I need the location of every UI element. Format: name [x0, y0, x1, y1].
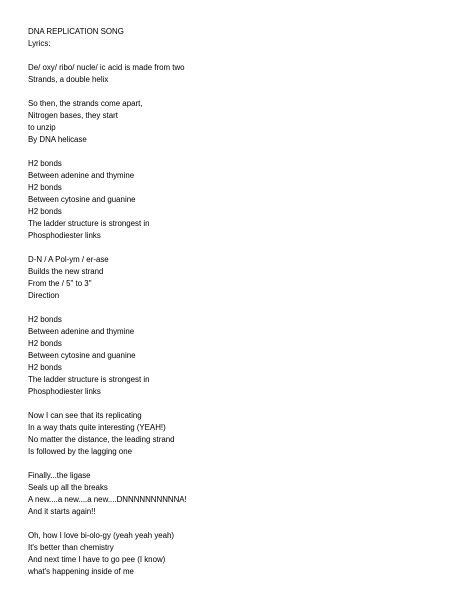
lyric-line: Phosphodiester links: [28, 231, 101, 240]
lyric-line: what's happening inside of me: [28, 567, 134, 576]
lyric-line: H2 bonds: [28, 183, 62, 192]
lyric-line: Direction: [28, 291, 60, 300]
stanza-3: [28, 158, 448, 242]
spacer: [28, 458, 448, 470]
spacer: [28, 242, 448, 254]
stanza-7: [28, 470, 448, 518]
spacer: [28, 50, 448, 62]
spacer: [28, 302, 448, 314]
lyric-line: Strands, a double helix: [28, 75, 109, 84]
lyric-line: And it starts again!!: [28, 507, 96, 516]
lyric-line: H2 bonds: [28, 207, 62, 216]
lyric-line: Is followed by the lagging one: [28, 447, 132, 456]
document-page: [28, 26, 448, 578]
stanza-6: [28, 410, 448, 458]
spacer: [28, 398, 448, 410]
lyric-line: The ladder structure is strongest in: [28, 219, 150, 228]
lyric-line: H2 bonds: [28, 159, 62, 168]
spacer: [28, 86, 448, 98]
lyric-line: By DNA helicase: [28, 135, 87, 144]
lyric-line: From the / 5" to 3": [28, 279, 92, 288]
lyric-line: Seals up all the breaks: [28, 483, 108, 492]
lyric-line: A new....a new....a new....DNNNNNNNNNNA!: [28, 495, 187, 504]
lyric-line: De/ oxy/ ribo/ nucle/ ic acid is made from two: [28, 63, 185, 72]
stanza-8: [28, 530, 448, 578]
lyric-line: No matter the distance, the leading strand: [28, 435, 175, 444]
lyric-line: It's better than chemistry: [28, 543, 114, 552]
stanza-5: [28, 314, 448, 398]
lyric-line: Now I can see that its replicating: [28, 411, 142, 420]
lyric-line: Builds the new strand: [28, 267, 104, 276]
stanza-2: [28, 98, 448, 146]
lyric-line: H2 bonds: [28, 315, 62, 324]
lyric-line: Oh, how I love bi-olo-gy (yeah yeah yeah): [28, 531, 175, 540]
lyric-line: Between adenine and thymine: [28, 327, 135, 336]
lyric-line: Between cytosine and guanine: [28, 195, 136, 204]
lyric-line: And next time I have to go pee (I know): [28, 555, 166, 564]
lyric-line: Nitrogen bases, they start: [28, 111, 118, 120]
lyric-line: The ladder structure is strongest in: [28, 375, 150, 384]
document-title: DNA REPLICATION SONG: [28, 27, 124, 36]
lyric-line: Between cytosine and guanine: [28, 351, 136, 360]
lyric-line: D-N / A Pol-ym / er-ase: [28, 255, 109, 264]
lyric-line: Phosphodiester links: [28, 387, 101, 396]
lyric-line: Finally...the ligase: [28, 471, 91, 480]
stanza-4: [28, 254, 448, 302]
lyrics-heading: Lyrics:: [28, 39, 51, 48]
spacer: [28, 518, 448, 530]
lyric-line: So then, the strands come apart,: [28, 99, 143, 108]
stanza-1: [28, 62, 448, 86]
lyric-line: Between adenine and thymine: [28, 171, 135, 180]
lyric-line: H2 bonds: [28, 339, 62, 348]
lyric-line: H2 bonds: [28, 363, 62, 372]
lyric-line: In a way thats quite interesting (YEAH!): [28, 423, 166, 432]
spacer: [28, 146, 448, 158]
lyric-line: to unzip: [28, 123, 56, 132]
